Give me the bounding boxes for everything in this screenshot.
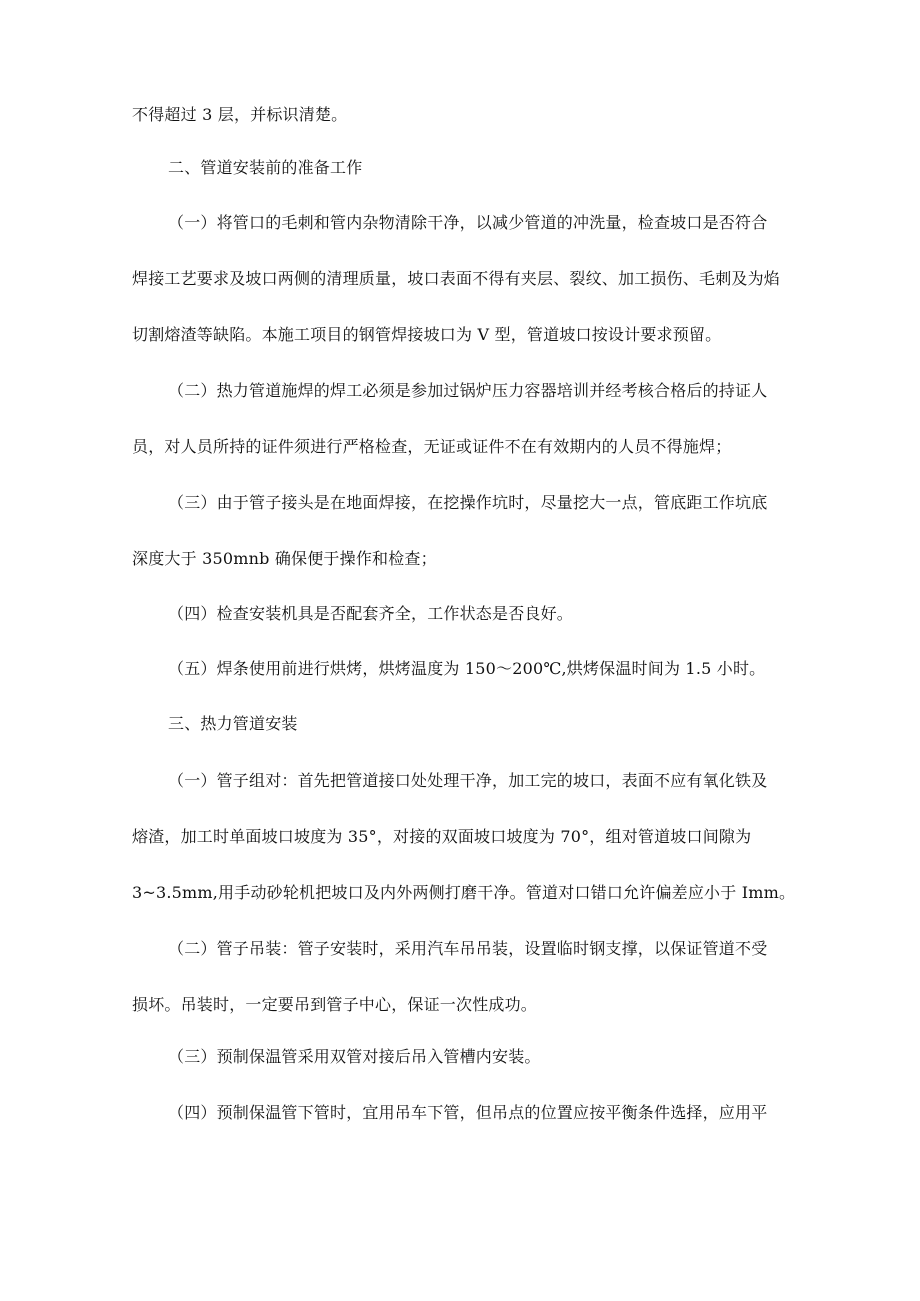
- text-line: （一）管子组对：首先把管道接口处处理干净，加工完的坡口，表面不应有氧化铁及: [168, 771, 768, 790]
- text-line: 损坏。吊装时，一定要吊到管子中心，保证一次性成功。: [132, 995, 538, 1014]
- text-line: 员，对人员所持的证件须进行严格检查，无证或证件不在有效期内的人员不得施焊；: [132, 437, 732, 456]
- text-line: （二）管子吊装：管子安装时，采用汽车吊吊装，设置临时钢支撑，以保证管道不受: [168, 939, 768, 958]
- text-line: 熔渣，加工时单面坡口坡度为 35°，对接的双面坡口坡度为 70°，组对管道坡口间隙为: [132, 827, 752, 846]
- text-line: 切割熔渣等缺陷。本施工项目的钢管焊接坡口为 V 型，管道坡口按设计要求预留。: [132, 325, 722, 344]
- text-line: （三）预制保温管采用双管对接后吊入管槽内安装。: [168, 1047, 541, 1066]
- text-line: （五）焊条使用前进行烘烤，烘烤温度为 150～200℃,烘烤保温时间为 1.5 小时。: [168, 659, 766, 678]
- section-heading: 二、管道安装前的准备工作: [168, 158, 363, 177]
- text-line: （四）检查安装机具是否配套齐全，工作状态是否良好。: [168, 604, 574, 623]
- text-line: 深度大于 350mnb 确保便于操作和检查；: [132, 549, 437, 568]
- text-line: （一）将管口的毛刺和管内杂物清除干净，以减少管道的冲洗量，检查坡口是否符合: [168, 213, 768, 232]
- text-line: （四）预制保温管下管时，宜用吊车下管，但吊点的位置应按平衡条件选择，应用平: [168, 1103, 768, 1122]
- text-line: 不得超过 3 层，并标识清楚。: [132, 105, 348, 124]
- section-heading: 三、热力管道安装: [168, 714, 298, 733]
- text-line: （三）由于管子接头是在地面焊接，在挖操作坑时，尽量挖大一点，管底距工作坑底: [168, 493, 768, 512]
- text-line: 3~3.5mm,用手动砂轮机把坡口及内外两侧打磨干净。管道对口错口允许偏差应小于 Imm。: [132, 883, 796, 902]
- text-line: 焊接工艺要求及坡口两侧的清理质量，坡口表面不得有夹层、裂纹、加工损伤、毛刺及为焰: [132, 269, 781, 288]
- text-line: （二）热力管道施焊的焊工必须是参加过锅炉压力容器培训并经考核合格后的持证人: [168, 381, 768, 400]
